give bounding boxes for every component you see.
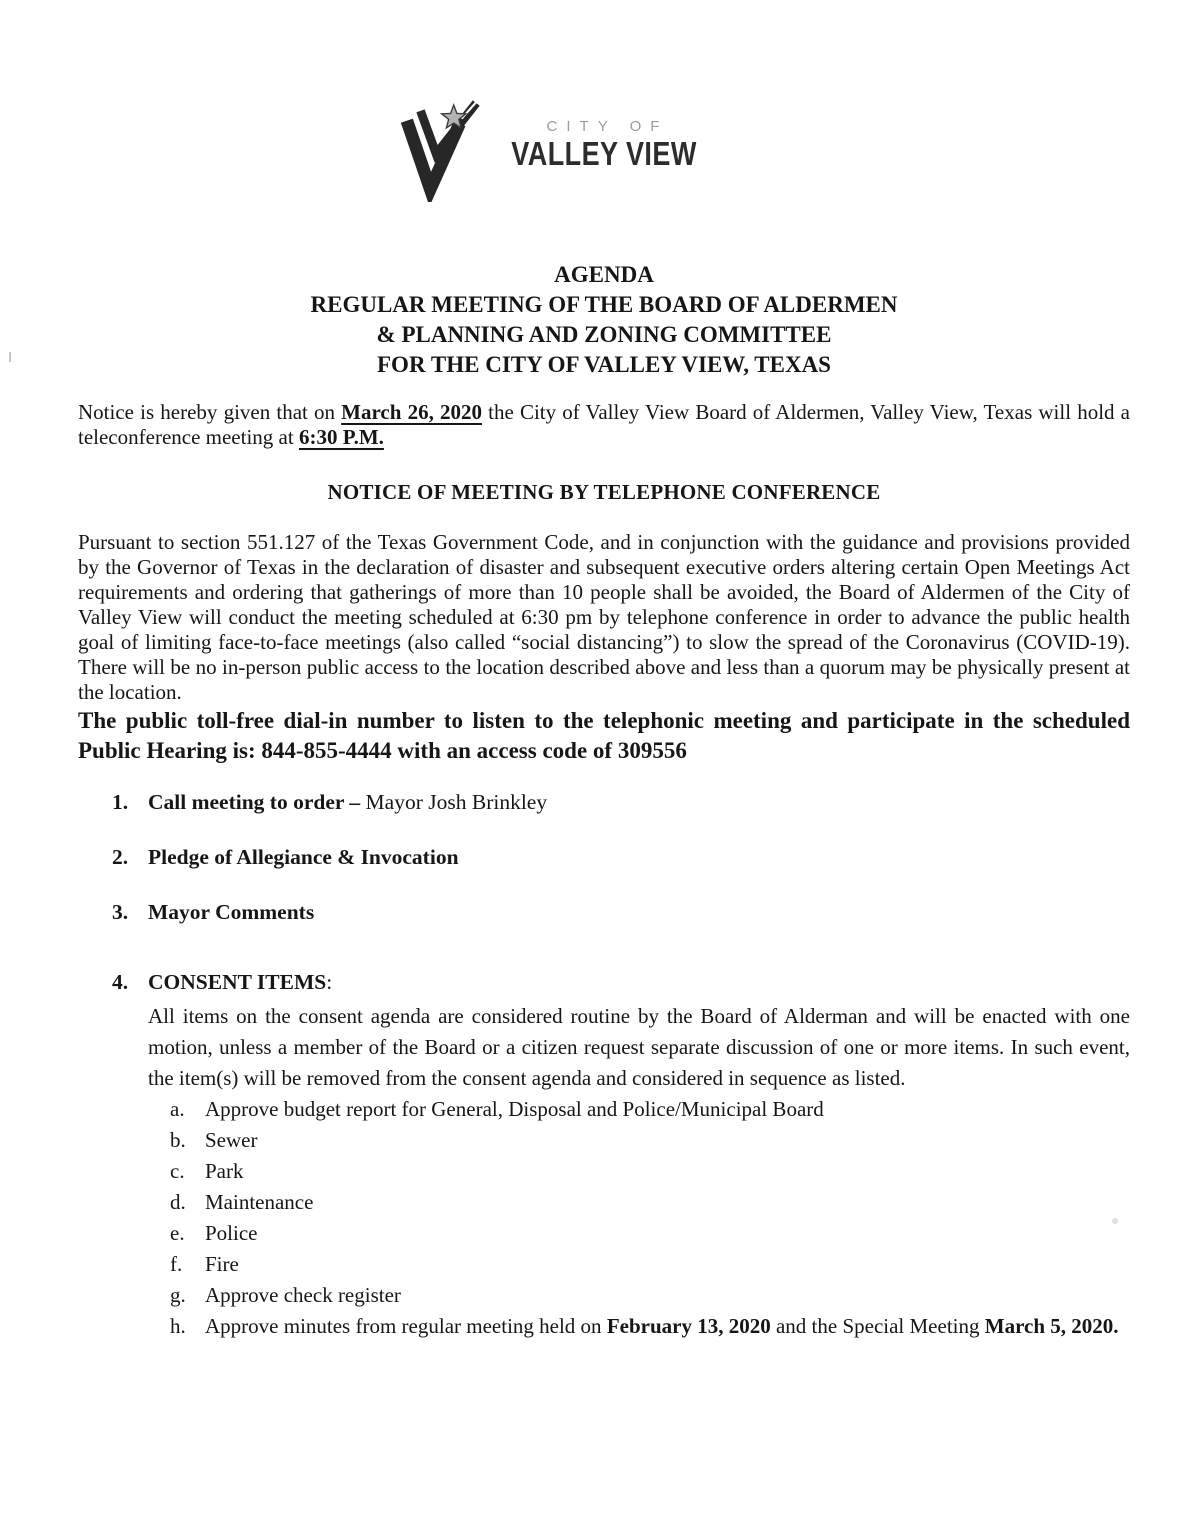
meeting-time: 6:30 P.M. (298, 425, 384, 449)
agenda-item-normal: Mayor Josh Brinkley (365, 790, 548, 814)
sub-item-date-bold: February 13, 2020 (606, 1314, 771, 1338)
logo-city-of: CITY OF (546, 118, 669, 135)
agenda-item-text (148, 790, 547, 815)
title-line-city: FOR THE CITY OF VALLEY VIEW, TEXAS (377, 352, 831, 377)
dial-in-statement: The public toll-free dial-in number to listen to the telephonic meeting and participate in the scheduled Public Hearing is: 844-855-4444 with an access code of 309556 (78, 708, 1130, 763)
agenda-item-text (148, 970, 332, 995)
title-line-committee: & PLANNING AND ZONING COMMITTEE (376, 322, 832, 347)
agenda-item-mayor-comments (78, 900, 1130, 925)
notice-text: the City of Valley View Board of Aldermen, Valley View, Texas will hold a teleconference meeting at (78, 400, 1131, 449)
document-title (78, 260, 1130, 380)
sub-item-normal: and the Special Meeting (770, 1314, 985, 1338)
agenda-item-normal: : (326, 970, 333, 994)
logo-city-name: VALLEY VIEW (511, 136, 698, 173)
consent-sub-item-b (78, 1125, 1130, 1156)
agenda-item-bold: Call meeting to order – (148, 790, 366, 814)
agenda-item-call-to-order (78, 790, 1130, 815)
agenda-item-text (148, 900, 314, 925)
consent-sub-item-h (78, 1311, 1130, 1342)
notice-text: Notice is hereby given that on (78, 400, 342, 424)
sub-item-text: Approve budget report for General, Disposal and Police/Municipal Board (205, 1097, 824, 1121)
sub-item-text: Maintenance (205, 1190, 314, 1214)
sub-item-date-bold: March 5, 2020. (984, 1314, 1119, 1338)
title-line-meeting: REGULAR MEETING OF THE BOARD OF ALDERMEN (310, 292, 898, 317)
agenda-item-number: 1. (112, 790, 129, 814)
sub-item-text: Approve check register (205, 1283, 401, 1307)
sub-item-letter: h. (170, 1314, 186, 1338)
sub-item-letter: b. (170, 1128, 186, 1152)
consent-items-intro: All items on the consent agenda are considered routine by the Board of Alderman and will be enacted with one motion, unless a member of the Board or a citizen request separate discussion of one or more items. In such event, the item(s) will be removed from the consent agenda and considered in sequence as listed. (148, 1004, 1130, 1090)
title-line-agenda: AGENDA (554, 262, 654, 287)
sub-item-letter: g. (170, 1283, 186, 1307)
agenda-item-pledge (78, 845, 1130, 870)
agenda-item-text (148, 845, 459, 870)
sub-item-normal: Approve minutes from regular meeting held on (205, 1314, 607, 1338)
sub-item-text: Sewer (205, 1128, 258, 1152)
telephone-conference-paragraph: Pursuant to section 551.127 of the Texas Government Code, and in conjunction with the guidance and provisions provided by the Governor of Texas in the declaration of disaster and subsequent executive orders altering certain Open Meetings Act requirements and ordering that gatherings of more than 10 people shall be avoided, the Board of Aldermen of the City of Valley View will conduct the meeting scheduled at 6:30 pm by telephone conference in order to advance the public health goal of limiting face-to-face meetings (also called “social distancing”) to slow the spread of the Coronavirus (COVID-19). There will be no in-person public access to the location described above and less than a quorum may be physically present at the location. (78, 530, 1130, 704)
meeting-notice-paragraph (78, 400, 1130, 450)
valley-view-checkmark-icon (399, 96, 487, 202)
agenda-item-bold: Pledge of Allegiance & Invocation (148, 845, 459, 869)
consent-sub-item-c (78, 1156, 1130, 1187)
consent-sub-item-f (78, 1249, 1130, 1280)
consent-sub-item-d (78, 1187, 1130, 1218)
sub-item-letter: d. (170, 1190, 186, 1214)
scan-artifact-tick (9, 352, 11, 362)
agenda-item-number: 2. (112, 845, 129, 869)
sub-item-letter: e. (170, 1221, 185, 1245)
logo-text (501, 96, 707, 173)
logo (0, 0, 1187, 202)
consent-sub-item-g (78, 1280, 1130, 1311)
sub-item-text: Fire (205, 1252, 239, 1276)
agenda-item-number: 3. (112, 900, 129, 924)
consent-sub-item-a (78, 1094, 1130, 1125)
agenda-item-bold: Mayor Comments (148, 900, 315, 924)
sub-item-letter: c. (170, 1159, 185, 1183)
sub-item-text (205, 1311, 1130, 1342)
sub-item-text: Police (205, 1221, 258, 1245)
scan-artifact-speck (1112, 1218, 1118, 1224)
sub-item-letter: a. (170, 1097, 185, 1121)
sub-item-text: Park (205, 1159, 244, 1183)
meeting-date: March 26, 2020 (341, 400, 482, 424)
agenda-item-consent-items (78, 970, 1130, 995)
agenda-item-number: 4. (112, 970, 129, 994)
telephone-conference-heading: NOTICE OF MEETING BY TELEPHONE CONFERENCE (327, 480, 881, 504)
sub-item-letter: f. (170, 1252, 183, 1276)
consent-sub-item-e (78, 1218, 1130, 1249)
agenda-item-bold: CONSENT ITEMS (148, 970, 327, 994)
